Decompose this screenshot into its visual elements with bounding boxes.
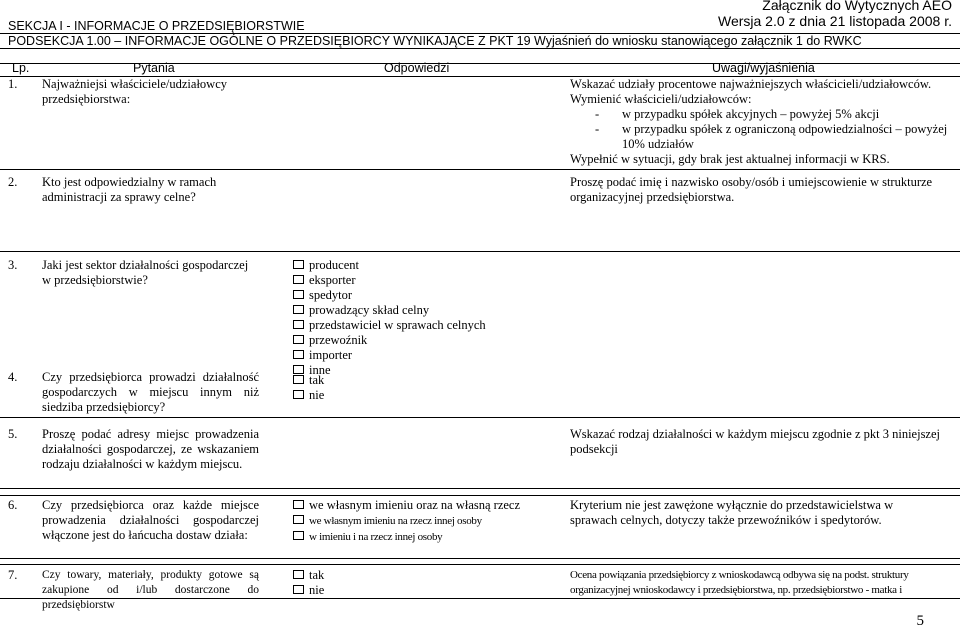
options-sector [293, 258, 553, 378]
column-header-questions: Pytania [133, 61, 175, 75]
dash-marker: - [595, 122, 600, 136]
row-number: 5. [8, 427, 18, 441]
row-number: 4. [8, 370, 18, 384]
checkbox-icon[interactable] [293, 335, 304, 344]
option-inne[interactable]: inne [293, 363, 553, 378]
checkbox-icon[interactable] [293, 531, 304, 540]
remark-text: Ocena powiązania przedsiębiorcy z wnioskodawcą odbywa się na podst. struktury [570, 569, 909, 581]
annex-label: Załącznik do Wytycznych AEO [762, 0, 952, 13]
remark-text: Wypełnić w sytuacji, gdy brak jest aktualnej informacji w KRS. [570, 152, 890, 166]
checkbox-icon[interactable] [293, 390, 304, 399]
question-text: Najważniejsi właściciele/udziałowcy przedsiębiorstwa: [42, 77, 227, 106]
checkbox-icon[interactable] [293, 275, 304, 284]
checkbox-icon[interactable] [293, 515, 304, 524]
option-importer[interactable]: importer [293, 348, 553, 363]
version-label: Wersja 2.0 z dnia 21 listopada 2008 r. [717, 13, 952, 29]
row-number: 7. [8, 568, 18, 582]
section-title: SEKCJA I - INFORMACJE O PRZEDSIĘBIORSTWIE [8, 19, 305, 33]
checkbox-icon[interactable] [293, 570, 304, 579]
option-tak[interactable]: tak [293, 373, 553, 388]
divider [0, 488, 960, 489]
page-number: 5 [916, 613, 924, 629]
checkbox-icon[interactable] [293, 320, 304, 329]
divider [0, 48, 960, 49]
question-text: Czy towary, materiały, produkty gotowe są zakupione od i/lub dostarczone do przedsiębiorstw [42, 569, 259, 611]
option-przedstawiciel[interactable]: przedstawiciel w sprawach celnych [293, 318, 553, 333]
remark-text: Wskazać rodzaj działalności w każdym miejscu zgodnie z pkt 3 niniejszej podsekcji [570, 427, 941, 456]
list-item-text: w przypadku spółek z ograniczoną odpowiedzialności – powyżej 10% udziałów [622, 122, 948, 151]
option-tak[interactable]: tak [293, 568, 553, 583]
dash-marker: - [595, 107, 600, 121]
checkbox-icon[interactable] [293, 375, 304, 384]
column-header-remarks: Uwagi/wyjaśnienia [712, 61, 815, 75]
remark-list [570, 107, 955, 152]
question-text: Kto jest odpowiedzialny w ramach administracji za sprawy celne? [42, 175, 217, 204]
options-supply-chain [293, 498, 553, 545]
remark-text: Wskazać udziały procentowe najważniejszych właścicieli/udziałowców. [570, 77, 932, 91]
divider [0, 564, 960, 565]
column-header-answers: Odpowiedzi [384, 61, 450, 75]
divider [0, 63, 960, 64]
list-item-text: w przypadku spółek akcyjnych – powyżej 5% akcji [622, 107, 880, 121]
checkbox-icon[interactable] [293, 260, 304, 269]
question-text: Proszę podać adresy miejsc prowadzenia działalności gospodarczej, ze wskazaniem rodzaju działalności w każdym miejscu. [42, 427, 259, 471]
row-number: 6. [8, 498, 18, 512]
divider [0, 598, 960, 599]
remark-text: Wymienić właścicieli/udziałowców: [570, 92, 752, 106]
option-nie[interactable]: nie [293, 583, 553, 598]
question-text: Jaki jest sektor działalności gospodarczej w przedsiębiorstwie? [42, 258, 249, 287]
options-other-location [293, 373, 553, 403]
remark-text: Kryterium nie jest zawężone wyłącznie do przedstawicielstwa w sprawach celnych, dotyczy także przewoźników i spedytorów. [570, 498, 894, 527]
question-text: Czy przedsiębiorca oraz każde miejsce prowadzenia działalności gospodarczej włączone jest do łańcucha dostaw działa: [42, 498, 259, 542]
divider [0, 558, 960, 559]
remark-text: organizacyjnej wnioskodawcy i przedsiębiorstwa, np. przedsiębiorstwo - matka i [570, 584, 902, 596]
checkbox-icon[interactable] [293, 290, 304, 299]
option-own-name-own-account[interactable]: we własnym imieniu oraz na własną rzecz [293, 498, 553, 513]
option-nie[interactable]: nie [293, 388, 553, 403]
remark-text: Proszę podać imię i nazwisko osoby/osób i umiejscowienie w strukturze organizacyjnej przedsiębiorstwa. [570, 175, 933, 204]
remark-block [570, 77, 955, 167]
option-own-name-other-account[interactable]: we własnym imieniu na rzecz innej osoby [293, 513, 553, 529]
question-text: Czy przedsiębiorca prowadzi działalność gospodarczych w miejscu innym niż siedziba przedsiębiorcy? [42, 370, 259, 414]
list-item [570, 107, 955, 122]
list-item [570, 122, 955, 152]
column-header-lp: Lp. [12, 61, 30, 75]
row-number: 3. [8, 258, 18, 272]
divider [0, 251, 960, 252]
document-header [718, 0, 952, 29]
option-sklad-celny[interactable]: prowadzący skład celny [293, 303, 553, 318]
checkbox-icon[interactable] [293, 350, 304, 359]
checkbox-icon[interactable] [293, 585, 304, 594]
option-spedytor[interactable]: spedytor [293, 288, 553, 303]
divider [0, 495, 960, 496]
option-przewoznik[interactable]: przewoźnik [293, 333, 553, 348]
checkbox-icon[interactable] [293, 500, 304, 509]
row-number: 1. [8, 77, 18, 91]
checkbox-icon[interactable] [293, 305, 304, 314]
divider [0, 417, 960, 418]
option-other-name-other-account[interactable]: w imieniu i na rzecz innej osoby [293, 529, 553, 545]
option-producent[interactable]: producent [293, 258, 553, 273]
option-eksporter[interactable]: eksporter [293, 273, 553, 288]
row-number: 2. [8, 175, 18, 189]
divider [0, 169, 960, 170]
remark-block [570, 568, 960, 598]
subsection-title: PODSEKCJA 1.00 – INFORMACJE OGÓLNE O PRZEDSIĘBIORCY WYNIKAJĄCE Z PKT 19 Wyjaśnień do wniosku stanowiącego załącznik 1 do RWKC [8, 34, 862, 48]
options-related-entities [293, 568, 553, 598]
